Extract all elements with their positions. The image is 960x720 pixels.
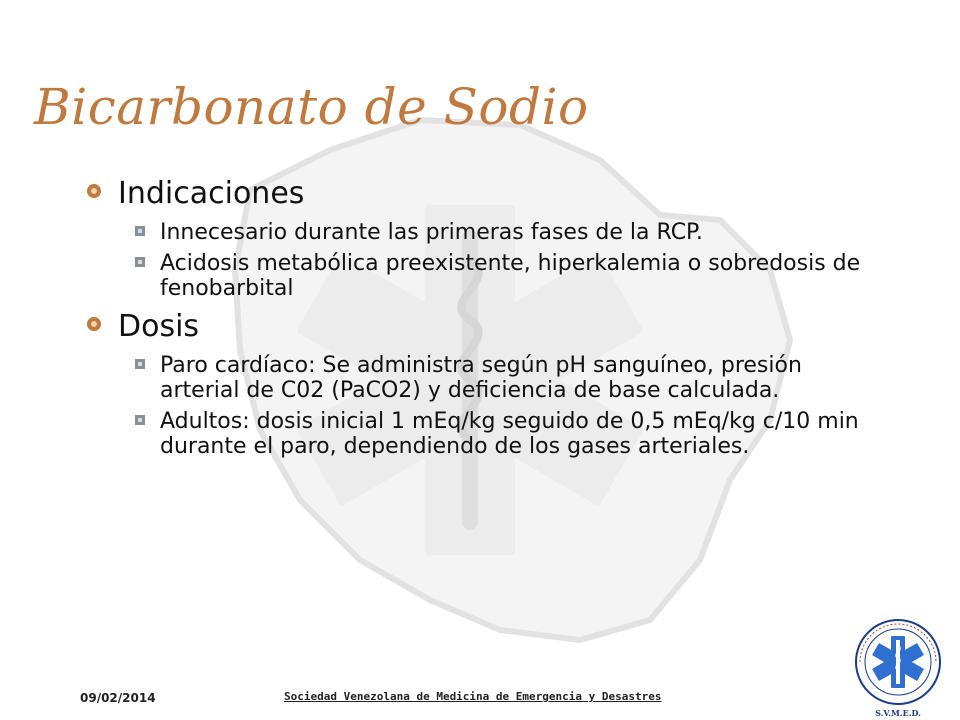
list-item [86,353,876,403]
bullet-level2-icon [134,358,146,370]
section-heading: Indicaciones [118,176,305,211]
bullet-dosis [86,309,876,345]
list-item-text: Adultos: dosis inicial 1 mEq/kg seguido de 0,5 mEq/kg c/10 min durante el paro, dependiendo de los gases arteriales. [160,409,859,459]
slide-title: Bicarbonato de Sodio [34,78,589,136]
svmed-logo [846,616,950,720]
bullet-level1-icon [86,183,102,199]
bullet-level1-icon [86,316,102,332]
dosis-list [86,353,876,459]
slide-body [86,176,876,467]
list-item [86,251,876,301]
bullet-level2-icon [134,256,146,268]
footer-date: 09/02/2014 [80,691,156,705]
list-item [86,409,876,459]
bullet-level2-icon [134,414,146,426]
bullet-indicaciones [86,176,876,212]
star-of-life-icon [846,616,950,708]
section-heading: Dosis [118,309,200,344]
list-item-text: Paro cardíaco: Se administra según pH sanguíneo, presión arterial de C02 (PaCO2) y deficiencia de base calculada. [160,353,802,403]
logo-caption: S.V.M.E.D. [875,708,921,718]
indicaciones-list [86,220,876,301]
list-item-text: Innecesario durante las primeras fases de la RCP. [160,220,703,245]
footer-organization: Sociedad Venezolana de Medicina de Emergencia y Desastres [284,690,662,703]
list-item-text: Acidosis metabólica preexistente, hiperkalemia o sobredosis de fenobarbital [160,251,861,301]
list-item [86,220,876,245]
bullet-level2-icon [134,225,146,237]
